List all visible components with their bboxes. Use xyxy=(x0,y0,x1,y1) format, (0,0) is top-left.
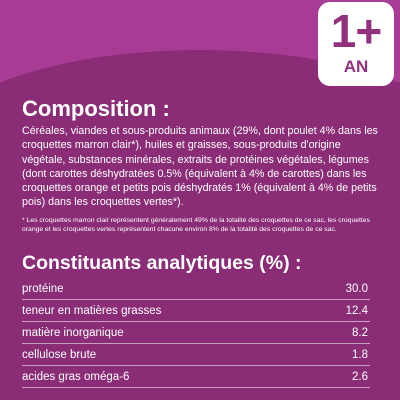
row-label: acides gras oméga-6 xyxy=(22,370,130,383)
composition-footnote: * Les croquettes marron clair représentent généralement 49% de la totalité des croquettes de ce sac, les croquettes orange et les croquettes vertes représentent chacune environ 8% de la totalité des croquettes de ce sac. xyxy=(22,217,370,233)
row-label: matière inorganique xyxy=(22,326,124,339)
age-badge-main: 1+ xyxy=(330,5,382,57)
row-value: 2.6 xyxy=(352,370,368,383)
row-label: cellulose brute xyxy=(22,348,97,361)
row-label: protéine xyxy=(22,282,64,295)
analytical-title: Constituants analytiques (%) : xyxy=(22,252,302,274)
composition-text: Céréales, viandes et sous-produits animaux (29%, dont poulet 4% dans les croquettes marron clair*), huiles et graisses, sous-produits d'origine végétale, substances minérales, extraits de protéines végétales, légumes (dont carottes déshydratées 0.5% (équivalent à 4% de carottes) dans les croquettes orange et petits pois déshydratés 1% (équivalent à 4% de petits pois) dans les croquettes vertes*). xyxy=(22,125,378,209)
age-badge-sub: AN xyxy=(343,57,369,76)
composition-title: Composition : xyxy=(22,96,170,121)
table-row xyxy=(22,344,370,366)
table-row xyxy=(22,300,370,322)
table-row xyxy=(22,322,370,344)
table-row xyxy=(22,278,370,300)
age-badge xyxy=(318,2,394,86)
table-row xyxy=(22,366,370,388)
row-label: teneur en matières grasses xyxy=(22,304,162,317)
row-value: 1.8 xyxy=(352,348,368,361)
row-value: 8.2 xyxy=(352,326,368,339)
row-value: 12.4 xyxy=(345,304,368,317)
row-value: 30.0 xyxy=(345,282,368,295)
analytical-table xyxy=(22,278,370,388)
